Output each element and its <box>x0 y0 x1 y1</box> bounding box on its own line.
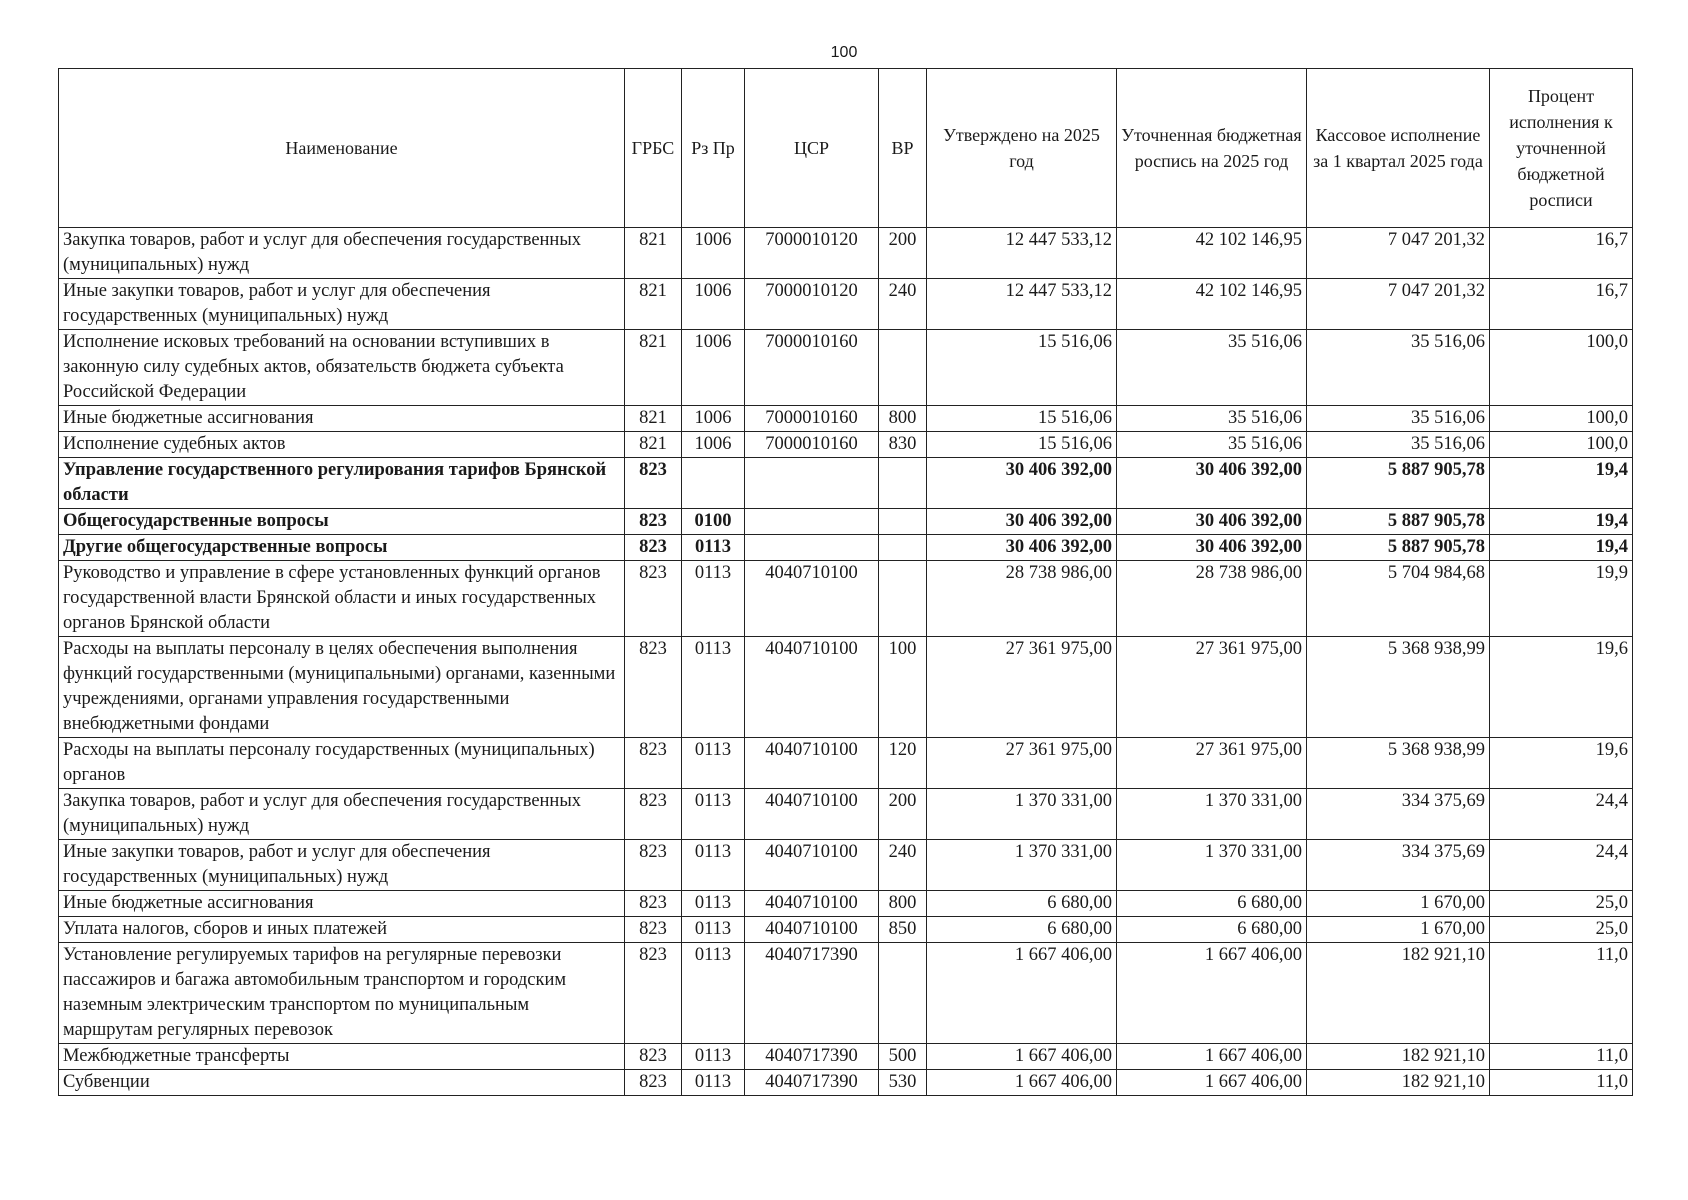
cell-grbs: 821 <box>625 228 682 279</box>
cell-name: Субвенции <box>59 1070 625 1096</box>
header-rzpr: Рз Пр <box>682 69 745 228</box>
budget-execution-table <box>58 68 1633 1096</box>
header-percent: Процент исполнения к уточненной бюджетной росписи <box>1490 69 1633 228</box>
cell-cash: 7 047 201,32 <box>1307 279 1490 330</box>
cell-vr <box>879 458 927 509</box>
cell-vr <box>879 509 927 535</box>
cell-cash: 5 887 905,78 <box>1307 509 1490 535</box>
cell-name: Исполнение исковых требований на основании вступивших в законную силу судебных актов, обязательств бюджета субъекта Российской Федерации <box>59 330 625 406</box>
cell-refined: 28 738 986,00 <box>1117 561 1307 637</box>
cell-rzpr: 0100 <box>682 509 745 535</box>
cell-vr <box>879 535 927 561</box>
cell-vr <box>879 561 927 637</box>
cell-refined: 1 370 331,00 <box>1117 789 1307 840</box>
cell-cash: 7 047 201,32 <box>1307 228 1490 279</box>
cell-approved: 28 738 986,00 <box>927 561 1117 637</box>
header-name: Наименование <box>59 69 625 228</box>
cell-approved: 1 667 406,00 <box>927 943 1117 1044</box>
cell-approved: 1 667 406,00 <box>927 1070 1117 1096</box>
cell-name: Исполнение судебных актов <box>59 432 625 458</box>
cell-csr: 7000010160 <box>745 406 879 432</box>
cell-cash: 35 516,06 <box>1307 406 1490 432</box>
cell-grbs: 823 <box>625 561 682 637</box>
cell-rzpr: 1006 <box>682 432 745 458</box>
cell-csr <box>745 535 879 561</box>
header-cash: Кассовое исполнение за 1 квартал 2025 года <box>1307 69 1490 228</box>
cell-name: Руководство и управление в сфере установленных функций органов государственной власти Брянской области и иных государственных органов Брянской области <box>59 561 625 637</box>
cell-approved: 15 516,06 <box>927 432 1117 458</box>
cell-approved: 15 516,06 <box>927 406 1117 432</box>
cell-approved: 12 447 533,12 <box>927 279 1117 330</box>
header-csr: ЦСР <box>745 69 879 228</box>
cell-cash: 182 921,10 <box>1307 1044 1490 1070</box>
cell-name: Расходы на выплаты персоналу государственных (муниципальных) органов <box>59 738 625 789</box>
cell-approved: 1 370 331,00 <box>927 789 1117 840</box>
cell-name: Уплата налогов, сборов и иных платежей <box>59 917 625 943</box>
cell-refined: 42 102 146,95 <box>1117 228 1307 279</box>
cell-cash: 35 516,06 <box>1307 432 1490 458</box>
cell-refined: 27 361 975,00 <box>1117 738 1307 789</box>
cell-vr: 530 <box>879 1070 927 1096</box>
cell-percent: 19,6 <box>1490 738 1633 789</box>
cell-csr <box>745 458 879 509</box>
cell-approved: 1 667 406,00 <box>927 1044 1117 1070</box>
cell-percent: 19,9 <box>1490 561 1633 637</box>
table-row <box>59 917 1633 943</box>
cell-approved: 27 361 975,00 <box>927 637 1117 738</box>
cell-percent: 100,0 <box>1490 406 1633 432</box>
cell-grbs: 821 <box>625 330 682 406</box>
cell-vr: 200 <box>879 789 927 840</box>
cell-refined: 6 680,00 <box>1117 891 1307 917</box>
cell-refined: 1 667 406,00 <box>1117 943 1307 1044</box>
cell-cash: 1 670,00 <box>1307 891 1490 917</box>
cell-percent: 16,7 <box>1490 228 1633 279</box>
cell-percent: 11,0 <box>1490 1070 1633 1096</box>
cell-rzpr <box>682 458 745 509</box>
cell-refined: 6 680,00 <box>1117 917 1307 943</box>
cell-csr: 4040710100 <box>745 738 879 789</box>
cell-grbs: 823 <box>625 891 682 917</box>
cell-rzpr: 0113 <box>682 917 745 943</box>
table-row <box>59 406 1633 432</box>
cell-name: Расходы на выплаты персоналу в целях обеспечения выполнения функций государственными (муниципальными) органами, казенными учреждениями, органами управления государственными внебюджетными фондами <box>59 637 625 738</box>
cell-cash: 1 670,00 <box>1307 917 1490 943</box>
cell-approved: 30 406 392,00 <box>927 509 1117 535</box>
table-row <box>59 458 1633 509</box>
cell-percent: 100,0 <box>1490 432 1633 458</box>
cell-cash: 5 368 938,99 <box>1307 738 1490 789</box>
cell-rzpr: 0113 <box>682 840 745 891</box>
cell-percent: 25,0 <box>1490 917 1633 943</box>
table-row <box>59 1070 1633 1096</box>
table-row <box>59 891 1633 917</box>
cell-grbs: 823 <box>625 943 682 1044</box>
cell-name: Общегосударственные вопросы <box>59 509 625 535</box>
cell-percent: 11,0 <box>1490 943 1633 1044</box>
cell-vr: 240 <box>879 279 927 330</box>
cell-percent: 19,4 <box>1490 535 1633 561</box>
cell-csr: 4040710100 <box>745 637 879 738</box>
cell-csr: 4040717390 <box>745 1070 879 1096</box>
header-vr: ВР <box>879 69 927 228</box>
cell-refined: 1 667 406,00 <box>1117 1070 1307 1096</box>
cell-rzpr: 0113 <box>682 943 745 1044</box>
cell-grbs: 823 <box>625 637 682 738</box>
cell-percent: 11,0 <box>1490 1044 1633 1070</box>
cell-vr: 240 <box>879 840 927 891</box>
cell-rzpr: 1006 <box>682 228 745 279</box>
cell-csr <box>745 509 879 535</box>
table-body <box>59 228 1633 1096</box>
table-row <box>59 535 1633 561</box>
cell-vr: 120 <box>879 738 927 789</box>
cell-csr: 4040717390 <box>745 943 879 1044</box>
cell-rzpr: 1006 <box>682 330 745 406</box>
cell-rzpr: 0113 <box>682 561 745 637</box>
table-row <box>59 279 1633 330</box>
cell-rzpr: 0113 <box>682 891 745 917</box>
cell-approved: 15 516,06 <box>927 330 1117 406</box>
table-row <box>59 228 1633 279</box>
cell-csr: 4040710100 <box>745 840 879 891</box>
cell-grbs: 823 <box>625 509 682 535</box>
cell-vr <box>879 943 927 1044</box>
cell-grbs: 821 <box>625 406 682 432</box>
cell-percent: 19,4 <box>1490 458 1633 509</box>
cell-cash: 5 704 984,68 <box>1307 561 1490 637</box>
cell-name: Межбюджетные трансферты <box>59 1044 625 1070</box>
cell-refined: 35 516,06 <box>1117 406 1307 432</box>
cell-rzpr: 0113 <box>682 738 745 789</box>
cell-name: Иные закупки товаров, работ и услуг для обеспечения государственных (муниципальных) нужд <box>59 840 625 891</box>
table-row <box>59 789 1633 840</box>
cell-name: Закупка товаров, работ и услуг для обеспечения государственных (муниципальных) нужд <box>59 228 625 279</box>
table-row <box>59 637 1633 738</box>
cell-name: Иные закупки товаров, работ и услуг для обеспечения государственных (муниципальных) нужд <box>59 279 625 330</box>
cell-vr: 500 <box>879 1044 927 1070</box>
cell-approved: 1 370 331,00 <box>927 840 1117 891</box>
cell-percent: 25,0 <box>1490 891 1633 917</box>
cell-percent: 19,6 <box>1490 637 1633 738</box>
cell-name: Иные бюджетные ассигнования <box>59 406 625 432</box>
cell-grbs: 823 <box>625 738 682 789</box>
cell-vr: 100 <box>879 637 927 738</box>
cell-approved: 30 406 392,00 <box>927 458 1117 509</box>
cell-csr: 7000010120 <box>745 279 879 330</box>
cell-grbs: 823 <box>625 840 682 891</box>
cell-csr: 4040710100 <box>745 789 879 840</box>
cell-vr: 850 <box>879 917 927 943</box>
cell-percent: 24,4 <box>1490 840 1633 891</box>
cell-percent: 19,4 <box>1490 509 1633 535</box>
cell-approved: 12 447 533,12 <box>927 228 1117 279</box>
cell-cash: 5 887 905,78 <box>1307 535 1490 561</box>
cell-rzpr: 0113 <box>682 1044 745 1070</box>
cell-grbs: 821 <box>625 432 682 458</box>
cell-csr: 4040710100 <box>745 891 879 917</box>
cell-refined: 35 516,06 <box>1117 330 1307 406</box>
cell-name: Управление государственного регулирования тарифов Брянской области <box>59 458 625 509</box>
cell-cash: 5 368 938,99 <box>1307 637 1490 738</box>
cell-csr: 7000010160 <box>745 432 879 458</box>
header-grbs: ГРБС <box>625 69 682 228</box>
cell-vr: 800 <box>879 891 927 917</box>
cell-csr: 4040710100 <box>745 561 879 637</box>
cell-name: Иные бюджетные ассигнования <box>59 891 625 917</box>
cell-csr: 7000010160 <box>745 330 879 406</box>
table-row <box>59 840 1633 891</box>
cell-refined: 1 370 331,00 <box>1117 840 1307 891</box>
cell-percent: 16,7 <box>1490 279 1633 330</box>
cell-grbs: 821 <box>625 279 682 330</box>
cell-csr: 4040717390 <box>745 1044 879 1070</box>
cell-refined: 35 516,06 <box>1117 432 1307 458</box>
cell-refined: 30 406 392,00 <box>1117 458 1307 509</box>
cell-vr: 830 <box>879 432 927 458</box>
table-row <box>59 738 1633 789</box>
cell-grbs: 823 <box>625 458 682 509</box>
cell-name: Установление регулируемых тарифов на регулярные перевозки пассажиров и багажа автомобильным транспортом и городским наземным электрическим транспортом по муниципальным маршрутам регулярных перевозок <box>59 943 625 1044</box>
cell-grbs: 823 <box>625 789 682 840</box>
cell-rzpr: 1006 <box>682 279 745 330</box>
cell-csr: 7000010120 <box>745 228 879 279</box>
cell-cash: 35 516,06 <box>1307 330 1490 406</box>
header-row <box>59 69 1633 228</box>
cell-percent: 24,4 <box>1490 789 1633 840</box>
table-row <box>59 1044 1633 1070</box>
table-row <box>59 509 1633 535</box>
cell-approved: 30 406 392,00 <box>927 535 1117 561</box>
table-row <box>59 943 1633 1044</box>
cell-cash: 334 375,69 <box>1307 789 1490 840</box>
cell-cash: 334 375,69 <box>1307 840 1490 891</box>
cell-rzpr: 0113 <box>682 789 745 840</box>
table-row <box>59 432 1633 458</box>
cell-rzpr: 0113 <box>682 535 745 561</box>
cell-refined: 1 667 406,00 <box>1117 1044 1307 1070</box>
cell-grbs: 823 <box>625 1044 682 1070</box>
cell-vr: 200 <box>879 228 927 279</box>
table-row <box>59 561 1633 637</box>
cell-rzpr: 1006 <box>682 406 745 432</box>
cell-approved: 27 361 975,00 <box>927 738 1117 789</box>
cell-refined: 30 406 392,00 <box>1117 509 1307 535</box>
cell-refined: 30 406 392,00 <box>1117 535 1307 561</box>
cell-vr: 800 <box>879 406 927 432</box>
cell-cash: 182 921,10 <box>1307 943 1490 1044</box>
cell-cash: 5 887 905,78 <box>1307 458 1490 509</box>
cell-vr <box>879 330 927 406</box>
cell-refined: 27 361 975,00 <box>1117 637 1307 738</box>
page-number: 100 <box>830 44 858 61</box>
cell-grbs: 823 <box>625 1070 682 1096</box>
cell-approved: 6 680,00 <box>927 917 1117 943</box>
cell-csr: 4040710100 <box>745 917 879 943</box>
cell-rzpr: 0113 <box>682 637 745 738</box>
cell-grbs: 823 <box>625 535 682 561</box>
cell-approved: 6 680,00 <box>927 891 1117 917</box>
cell-name: Закупка товаров, работ и услуг для обеспечения государственных (муниципальных) нужд <box>59 789 625 840</box>
cell-refined: 42 102 146,95 <box>1117 279 1307 330</box>
cell-name: Другие общегосударственные вопросы <box>59 535 625 561</box>
header-approved: Утверждено на 2025 год <box>927 69 1117 228</box>
cell-percent: 100,0 <box>1490 330 1633 406</box>
cell-grbs: 823 <box>625 917 682 943</box>
table-row <box>59 330 1633 406</box>
header-refined: Уточненная бюджетная роспись на 2025 год <box>1117 69 1307 228</box>
cell-cash: 182 921,10 <box>1307 1070 1490 1096</box>
cell-rzpr: 0113 <box>682 1070 745 1096</box>
